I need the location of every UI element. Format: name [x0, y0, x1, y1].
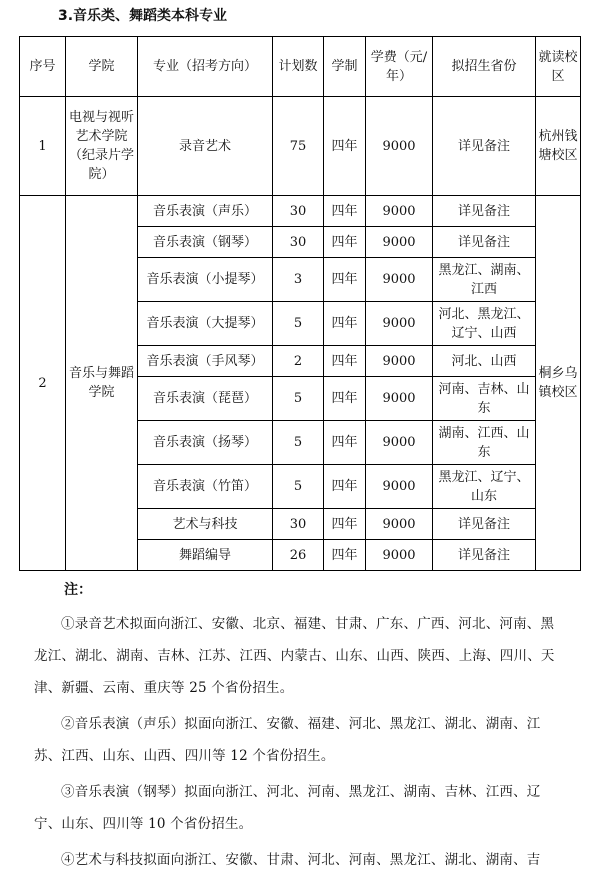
cell-plan: 5 [273, 302, 324, 346]
cell-major: 音乐表演（大提琴） [138, 302, 273, 346]
cell-provinces: 黑龙江、湖南、江西 [433, 258, 536, 302]
cell-years: 四年 [324, 540, 366, 571]
note-item: ②音乐表演（声乐）拟面向浙江、安徽、福建、河北、黑龙江、湖北、湖南、江苏、江西、山东、山西、四川等 12 个省份招生。 [34, 716, 541, 764]
cell-provinces: 详见备注 [433, 540, 536, 571]
cell-years: 四年 [324, 377, 366, 421]
cell-years: 四年 [324, 465, 366, 509]
cell-college: 音乐与舞蹈学院 [66, 196, 138, 571]
cell-plan: 5 [273, 377, 324, 421]
cell-plan: 5 [273, 465, 324, 509]
table-header-row [20, 37, 581, 97]
cell-plan: 30 [273, 196, 324, 227]
cell-provinces: 详见备注 [433, 227, 536, 258]
cell-fee: 9000 [366, 196, 433, 227]
cell-plan: 5 [273, 421, 324, 465]
cell-plan: 26 [273, 540, 324, 571]
table-row [20, 196, 581, 227]
header-plan: 计划数 [273, 37, 324, 97]
cell-provinces: 湖南、江西、山东 [433, 421, 536, 465]
header-campus: 就读校区 [536, 37, 581, 97]
cell-major: 录音艺术 [138, 97, 273, 196]
header-provinces: 拟招生省份 [433, 37, 536, 97]
header-major: 专业（招考方向） [138, 37, 273, 97]
cell-fee: 9000 [366, 465, 433, 509]
cell-major: 音乐表演（小提琴） [138, 258, 273, 302]
cell-major: 舞蹈编导 [138, 540, 273, 571]
note-item: ④艺术与科技拟面向浙江、安徽、甘肃、河北、河南、黑龙江、湖北、湖南、吉 [61, 852, 541, 868]
cell-fee: 9000 [366, 227, 433, 258]
cell-campus: 桐乡乌镇校区 [536, 196, 581, 571]
cell-years: 四年 [324, 346, 366, 377]
cell-years: 四年 [324, 196, 366, 227]
note-item: ①录音艺术拟面向浙江、安徽、北京、福建、甘肃、广东、广西、河北、河南、黑龙江、湖北、湖南、吉林、江苏、江西、内蒙古、山东、山西、陕西、上海、四川、天津、新疆、云南、重庆等 25 个省份招生。 [34, 616, 555, 696]
cell-years: 四年 [324, 227, 366, 258]
cell-years: 四年 [324, 421, 366, 465]
cell-years: 四年 [324, 302, 366, 346]
cell-fee: 9000 [366, 377, 433, 421]
cell-no: 1 [20, 97, 66, 196]
cell-no: 2 [20, 196, 66, 571]
cell-provinces: 河北、黑龙江、辽宁、山西 [433, 302, 536, 346]
admissions-table [19, 36, 581, 571]
note-item: ③音乐表演（钢琴）拟面向浙江、河北、河南、黑龙江、湖南、吉林、江西、辽宁、山东、四川等 10 个省份招生。 [34, 784, 541, 832]
cell-fee: 9000 [366, 421, 433, 465]
notes-title: 注： [64, 582, 92, 598]
cell-years: 四年 [324, 509, 366, 540]
cell-plan: 75 [273, 97, 324, 196]
cell-plan: 2 [273, 346, 324, 377]
cell-fee: 9000 [366, 258, 433, 302]
cell-years: 四年 [324, 258, 366, 302]
header-fee: 学费（元/年） [366, 37, 433, 97]
notes-section [34, 578, 566, 880]
header-no: 序号 [20, 37, 66, 97]
cell-major: 音乐表演（手风琴） [138, 346, 273, 377]
cell-major: 音乐表演（竹笛） [138, 465, 273, 509]
cell-provinces: 河北、山西 [433, 346, 536, 377]
cell-major: 音乐表演（声乐） [138, 196, 273, 227]
cell-campus: 杭州钱塘校区 [536, 97, 581, 196]
cell-fee: 9000 [366, 509, 433, 540]
cell-provinces: 详见备注 [433, 196, 536, 227]
cell-fee: 9000 [366, 302, 433, 346]
section-heading: 3.音乐类、舞蹈类本科专业 [58, 8, 228, 24]
cell-college: 电视与视听艺术学院（纪录片学院） [66, 97, 138, 196]
cell-plan: 30 [273, 509, 324, 540]
cell-provinces: 详见备注 [433, 97, 536, 196]
header-years: 学制 [324, 37, 366, 97]
cell-provinces: 黑龙江、辽宁、山东 [433, 465, 536, 509]
cell-plan: 30 [273, 227, 324, 258]
cell-fee: 9000 [366, 97, 433, 196]
cell-provinces: 详见备注 [433, 509, 536, 540]
table-row [20, 97, 581, 196]
header-college: 学院 [66, 37, 138, 97]
cell-plan: 3 [273, 258, 324, 302]
cell-provinces: 河南、吉林、山东 [433, 377, 536, 421]
cell-major: 艺术与科技 [138, 509, 273, 540]
cell-years: 四年 [324, 97, 366, 196]
cell-major: 音乐表演（钢琴） [138, 227, 273, 258]
cell-fee: 9000 [366, 346, 433, 377]
cell-major: 音乐表演（琵琶） [138, 377, 273, 421]
cell-fee: 9000 [366, 540, 433, 571]
cell-major: 音乐表演（扬琴） [138, 421, 273, 465]
